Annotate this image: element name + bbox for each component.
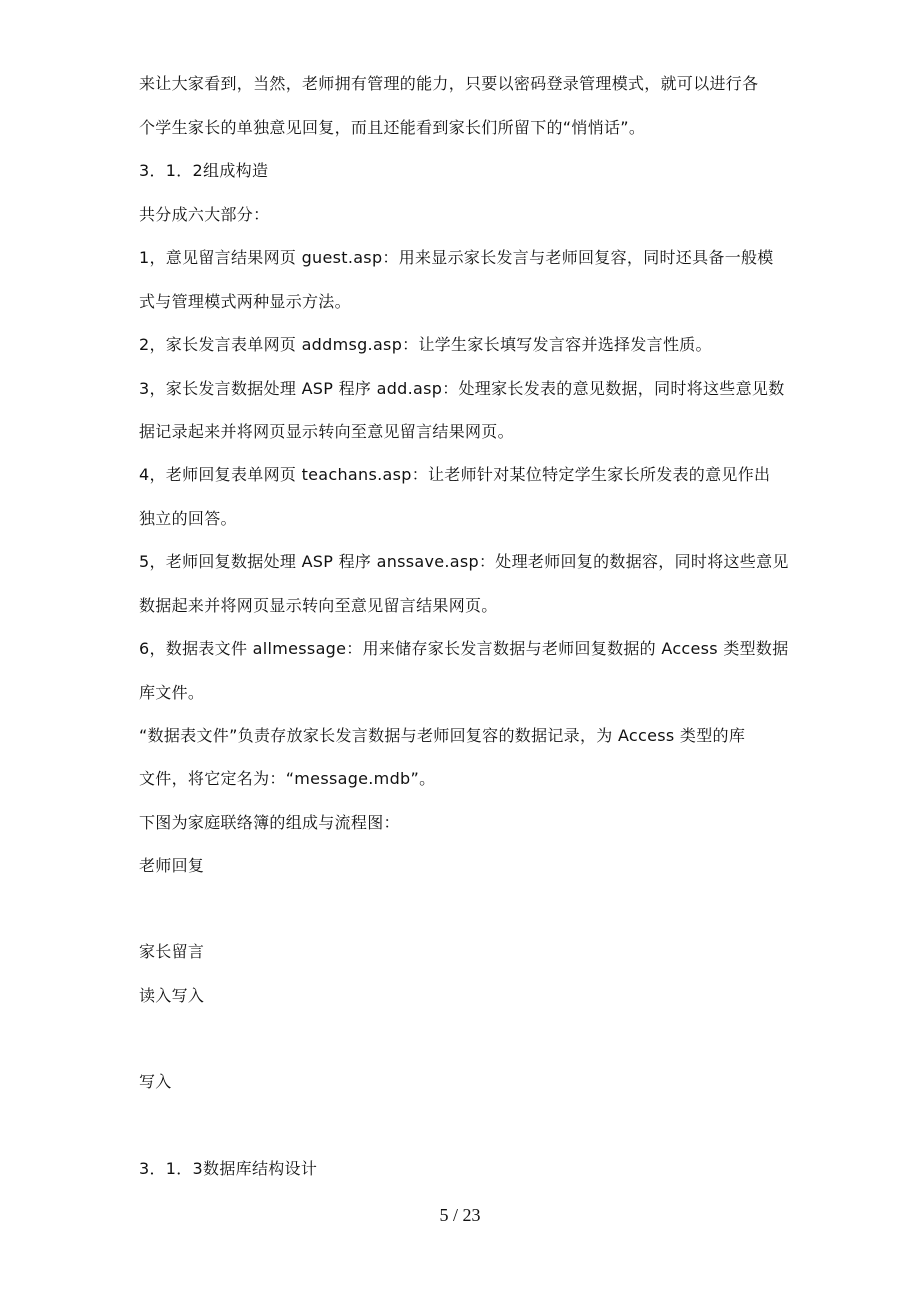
text-line: 6，数据表文件 allmessage：用来储存家长发言数据与老师回复数据的 Access 类型数据: [139, 639, 789, 658]
text-line: 4，老师回复表单网页 teachans.asp：让老师针对某位特定学生家长所发表的意见作出: [139, 465, 771, 484]
text-line: “数据表文件”负责存放家长发言数据与老师回复容的数据记录，为 Access 类型的库: [139, 726, 746, 745]
diagram-label: 写入: [139, 1072, 172, 1091]
text-line: 独立的回答。: [139, 509, 237, 528]
text-line: 3，家长发言数据处理 ASP 程序 add.asp：处理家长发表的意见数据，同时将这些意见数: [139, 379, 785, 398]
text-line: 数据起来并将网页显示转向至意见留言结果网页。: [139, 596, 498, 615]
text-line: 式与管理模式两种显示方法。: [139, 292, 351, 311]
text-line: 库文件。: [139, 683, 205, 702]
text-line: 5，老师回复数据处理 ASP 程序 anssave.asp：处理老师回复的数据容，同时将这些意见: [139, 552, 789, 571]
text-line: 文件，将它定名为：“message.mdb”。: [139, 769, 436, 788]
section-heading: 3．1．2组成构造: [139, 161, 269, 180]
text-line: 个学生家长的单独意见回复，而且还能看到家长们所留下的“悄悄话”。: [139, 118, 646, 137]
text-line: 据记录起来并将网页显示转向至意见留言结果网页。: [139, 422, 514, 441]
diagram-label: 读入写入: [139, 986, 205, 1005]
page-number: 5 / 23: [439, 1205, 481, 1225]
text-line: 1，意见留言结果网页 guest.asp：用来显示家长发言与老师回复容，同时还具备一般模: [139, 248, 774, 267]
diagram-label: 老师回复: [139, 856, 205, 875]
text-line: 来让大家看到，当然，老师拥有管理的能力，只要以密码登录管理模式，就可以进行各: [139, 74, 759, 93]
text-line: 下图为家庭联络簿的组成与流程图：: [139, 813, 400, 832]
text-line: 共分成六大部分：: [139, 205, 270, 224]
text-line: 2，家长发言表单网页 addmsg.asp：让学生家长填写发言容并选择发言性质。: [139, 335, 712, 354]
section-heading: 3．1．3数据库结构设计: [139, 1159, 318, 1178]
diagram-label: 家长留言: [139, 942, 205, 961]
